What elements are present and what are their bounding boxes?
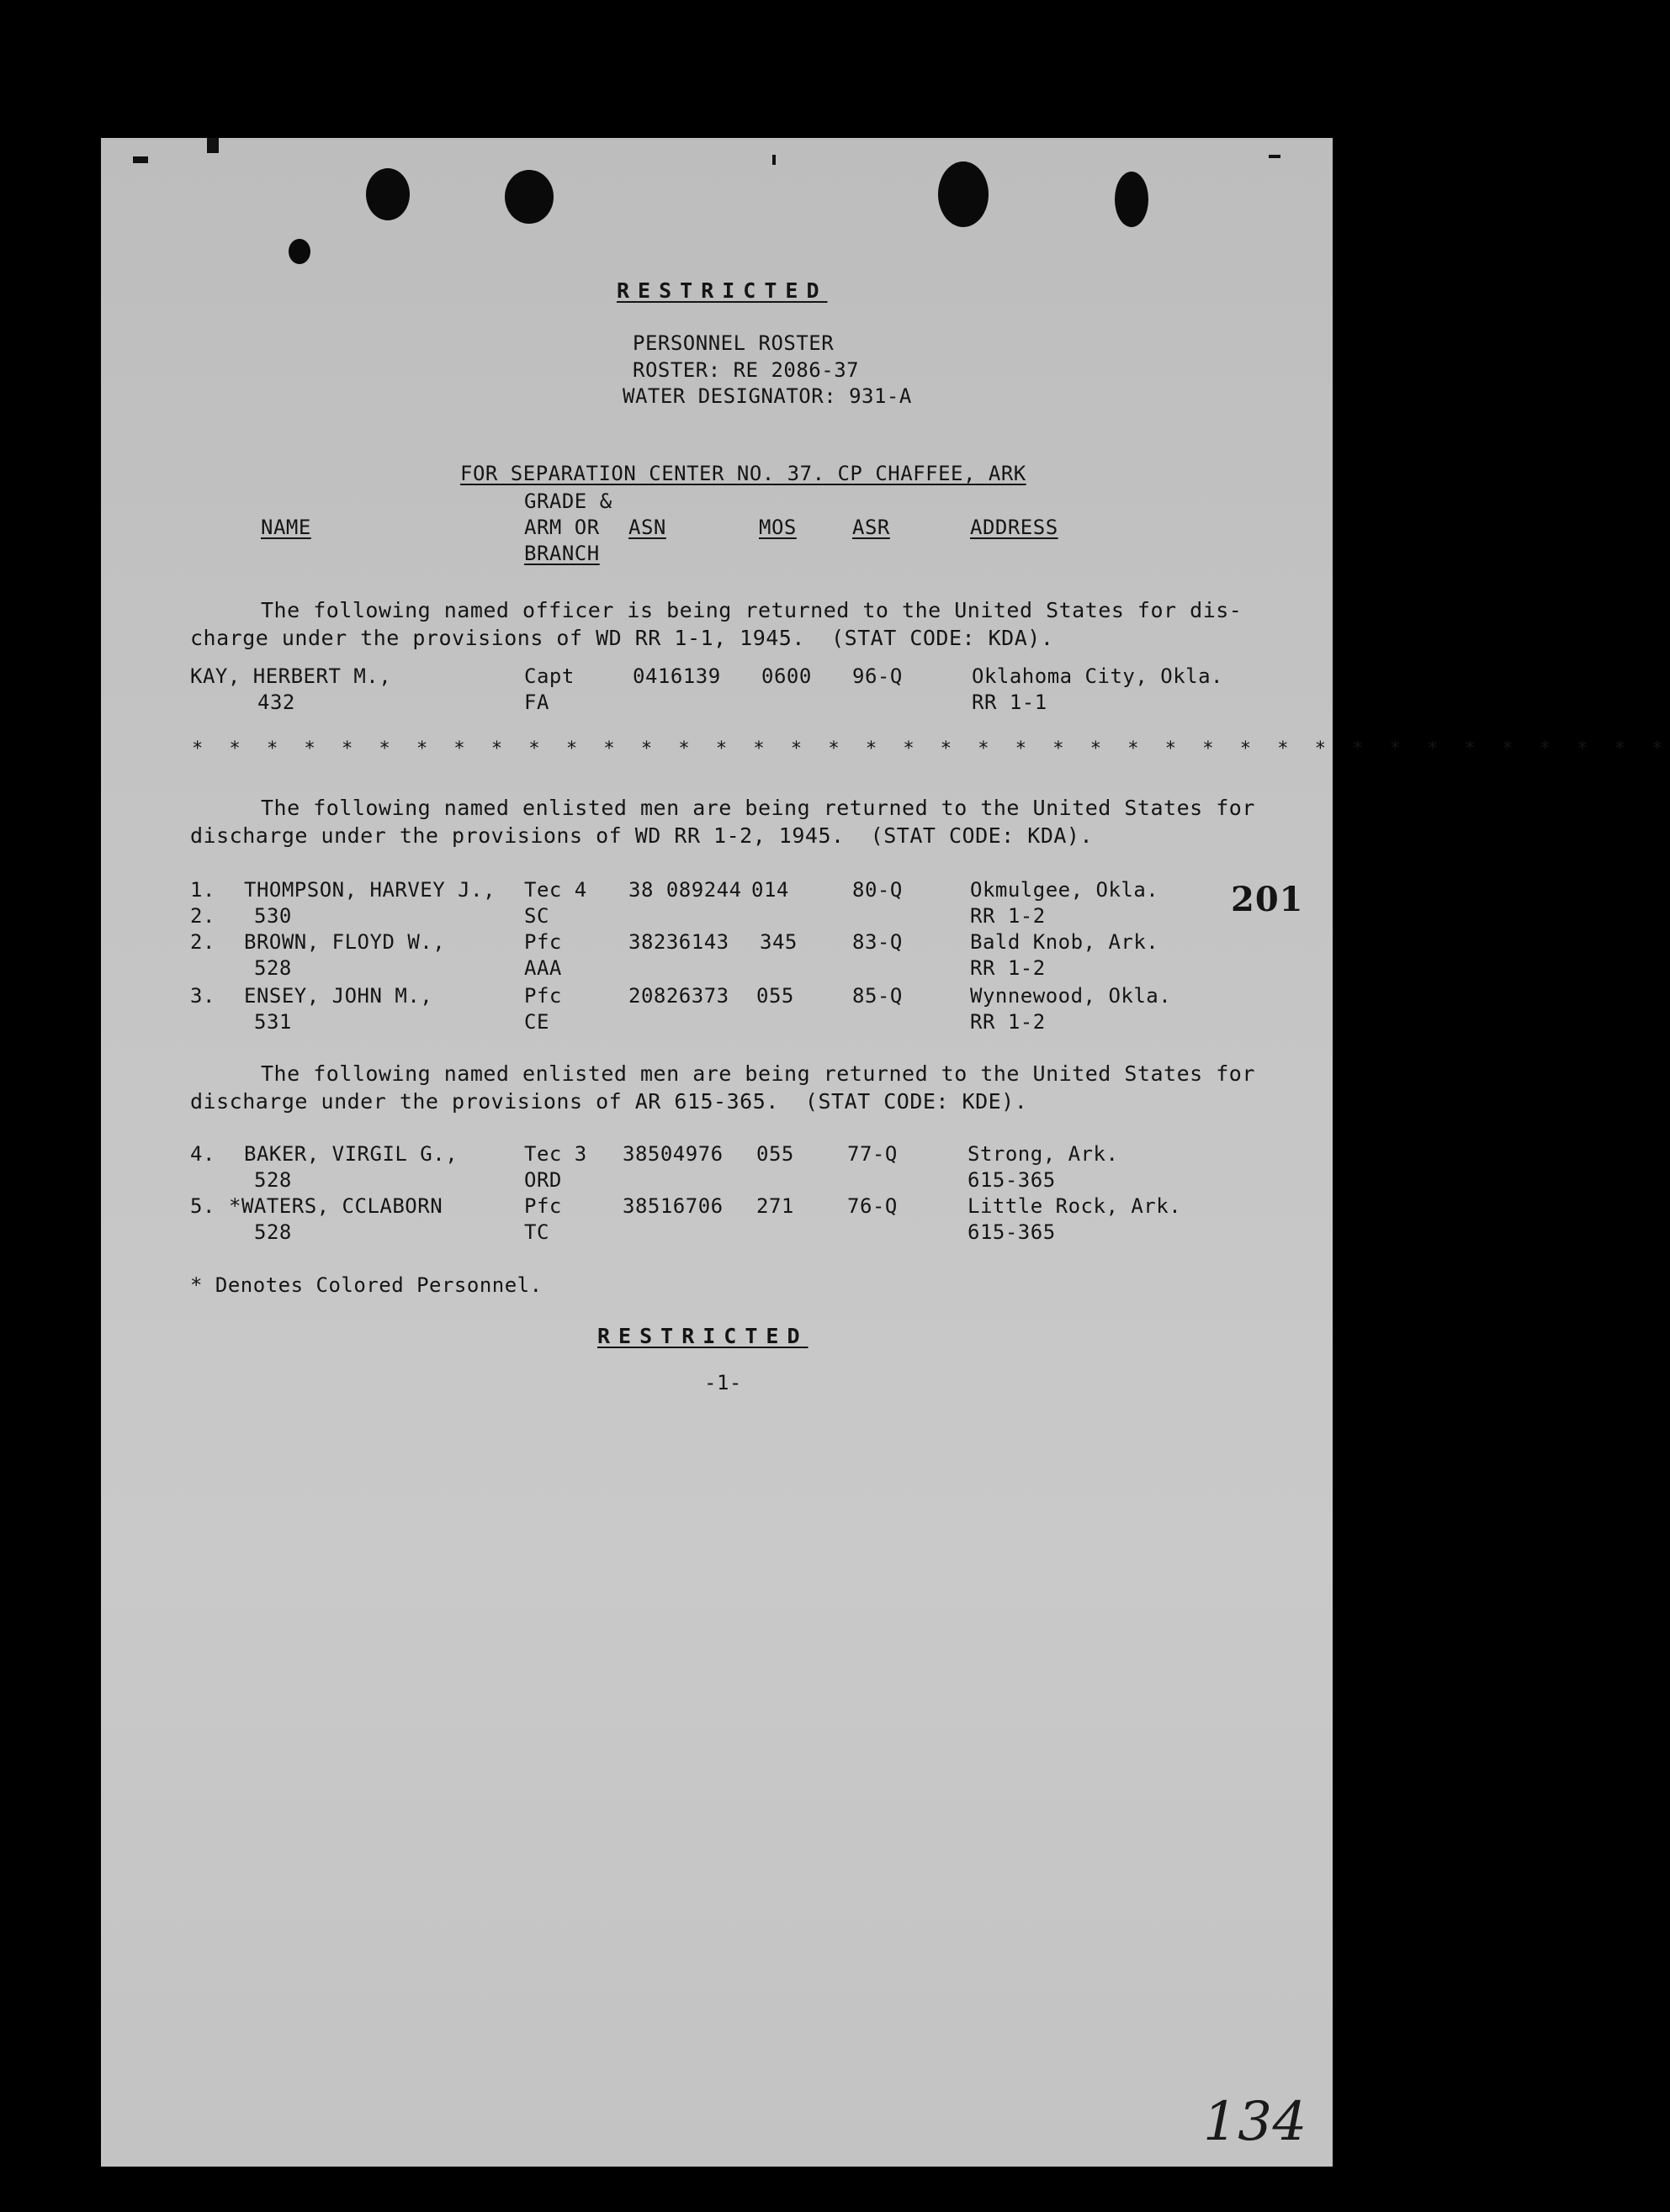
entry-code: 530 [254, 904, 292, 928]
entry-asr: 77-Q [847, 1142, 898, 1166]
entry-name: BAKER, VIRGIL G., [244, 1142, 459, 1166]
handwritten-page-number: 134 [1203, 2091, 1307, 2153]
roster-number: ROSTER: RE 2086-37 [633, 358, 860, 382]
column-grade-2: ARM OR [524, 516, 600, 539]
entry-branch: SC [524, 904, 549, 928]
column-address: ADDRESS [970, 516, 1058, 539]
entry-asr: 85-Q [852, 984, 903, 1008]
section1-intro-line2: charge under the provisions of WD RR 1-1, 1945. (STAT CODE: KDA). [190, 626, 1054, 650]
entry-asr: 80-Q [852, 878, 903, 902]
entry-mos: 014 [751, 878, 789, 902]
entry-address: Bald Knob, Ark. [970, 930, 1159, 954]
punch-hole [505, 170, 554, 224]
entry-mos: 0600 [761, 664, 812, 688]
entry-grade: Tec 4 [524, 878, 587, 902]
edge-mark [133, 156, 148, 163]
column-name: NAME [261, 516, 311, 539]
column-grade-1: GRADE & [524, 489, 612, 513]
asterisk-separator: * * * * * * * * * * * * * * * * * * * * * * * * * * * * * * * * * * * * * * * * [192, 738, 1670, 759]
separation-center-line: FOR SEPARATION CENTER NO. 37. CP CHAFFEE, ARK [460, 462, 1026, 485]
entry-name: ENSEY, JOHN M., [244, 984, 433, 1008]
entry-name: *WATERS, CCLABORN [229, 1194, 443, 1218]
entry-asr: 96-Q [852, 664, 903, 688]
entry-reg: RR 1-2 [970, 904, 1046, 928]
section1-intro-line1: The following named officer is being returned to the United States for dis- [261, 598, 1243, 622]
entry-grade: Pfc [524, 984, 562, 1008]
entry-code: 528 [254, 1220, 292, 1244]
page-number: -1- [704, 1371, 742, 1394]
entry-reg: 615-365 [968, 1168, 1056, 1192]
edge-mark [207, 138, 219, 153]
entry-address: Wynnewood, Okla. [970, 984, 1172, 1008]
entry-number: 3. [190, 984, 215, 1008]
entry-asn: 20826373 [628, 984, 729, 1008]
entry-name: BROWN, FLOYD W., [244, 930, 446, 954]
entry-reg: RR 1-2 [970, 956, 1046, 980]
entry-name: THOMPSON, HARVEY J., [244, 878, 496, 902]
roster-title: PERSONNEL ROSTER [633, 331, 835, 355]
entry-mos: 055 [756, 984, 794, 1008]
entry-number: 2. [190, 930, 215, 954]
column-asn: ASN [628, 516, 666, 539]
column-grade-3: BRANCH [524, 542, 600, 565]
column-asr: ASR [852, 516, 890, 539]
entry-asn: 38516706 [623, 1194, 724, 1218]
entry-address: Okmulgee, Okla. [970, 878, 1159, 902]
edge-mark [772, 155, 776, 165]
entry-mos: 271 [756, 1194, 794, 1218]
entry-reg: 615-365 [968, 1220, 1056, 1244]
entry-code: 528 [254, 956, 292, 980]
entry-asr: 83-Q [852, 930, 903, 954]
section2-intro-line1: The following named enlisted men are being returned to the United States for [261, 796, 1255, 820]
punch-hole [289, 239, 310, 264]
entry-code: 528 [254, 1168, 292, 1192]
entry-name: KAY, HERBERT M., [190, 664, 392, 688]
entry-asn: 38236143 [628, 930, 729, 954]
entry-asn: 0416139 [633, 664, 721, 688]
entry-reg: RR 1-2 [970, 1010, 1046, 1034]
edge-mark [1269, 155, 1280, 158]
entry-address: Oklahoma City, Okla. [972, 664, 1223, 688]
entry-asn: 38 089244 [628, 878, 742, 902]
entry-branch: FA [524, 691, 549, 714]
entry-grade: Pfc [524, 930, 562, 954]
footnote: * Denotes Colored Personnel. [190, 1273, 543, 1297]
classification-footer: RESTRICTED [597, 1324, 808, 1348]
column-mos: MOS [759, 516, 797, 539]
water-designator: WATER DESIGNATOR: 931-A [623, 384, 912, 408]
punch-hole [1115, 172, 1148, 227]
stamp-201: 201 [1231, 880, 1304, 919]
section3-intro-line1: The following named enlisted men are being returned to the United States for [261, 1061, 1255, 1086]
entry-grade: Capt [524, 664, 575, 688]
entry-number-secondary: 2. [190, 904, 215, 928]
entry-branch: ORD [524, 1168, 562, 1192]
punch-hole [366, 168, 410, 220]
entry-number: 1. [190, 878, 215, 902]
punch-hole [938, 161, 989, 227]
entry-mos: 055 [756, 1142, 794, 1166]
classification-header: RESTRICTED [617, 278, 828, 303]
entry-number: 4. [190, 1142, 215, 1166]
entry-grade: Tec 3 [524, 1142, 587, 1166]
entry-address: Strong, Ark. [968, 1142, 1119, 1166]
entry-asn: 38504976 [623, 1142, 724, 1166]
entry-address: Little Rock, Ark. [968, 1194, 1182, 1218]
entry-code: 531 [254, 1010, 292, 1034]
section3-intro-line2: discharge under the provisions of AR 615-365. (STAT CODE: KDE). [190, 1089, 1028, 1114]
entry-number: 5. [190, 1194, 215, 1218]
entry-grade: Pfc [524, 1194, 562, 1218]
section2-intro-line2: discharge under the provisions of WD RR 1-2, 1945. (STAT CODE: KDA). [190, 823, 1094, 848]
entry-branch: CE [524, 1010, 549, 1034]
entry-reg: RR 1-1 [972, 691, 1047, 714]
entry-code: 432 [257, 691, 295, 714]
entry-branch: AAA [524, 956, 562, 980]
entry-asr: 76-Q [847, 1194, 898, 1218]
document-page [101, 138, 1670, 2167]
entry-mos: 345 [760, 930, 798, 954]
entry-branch: TC [524, 1220, 549, 1244]
